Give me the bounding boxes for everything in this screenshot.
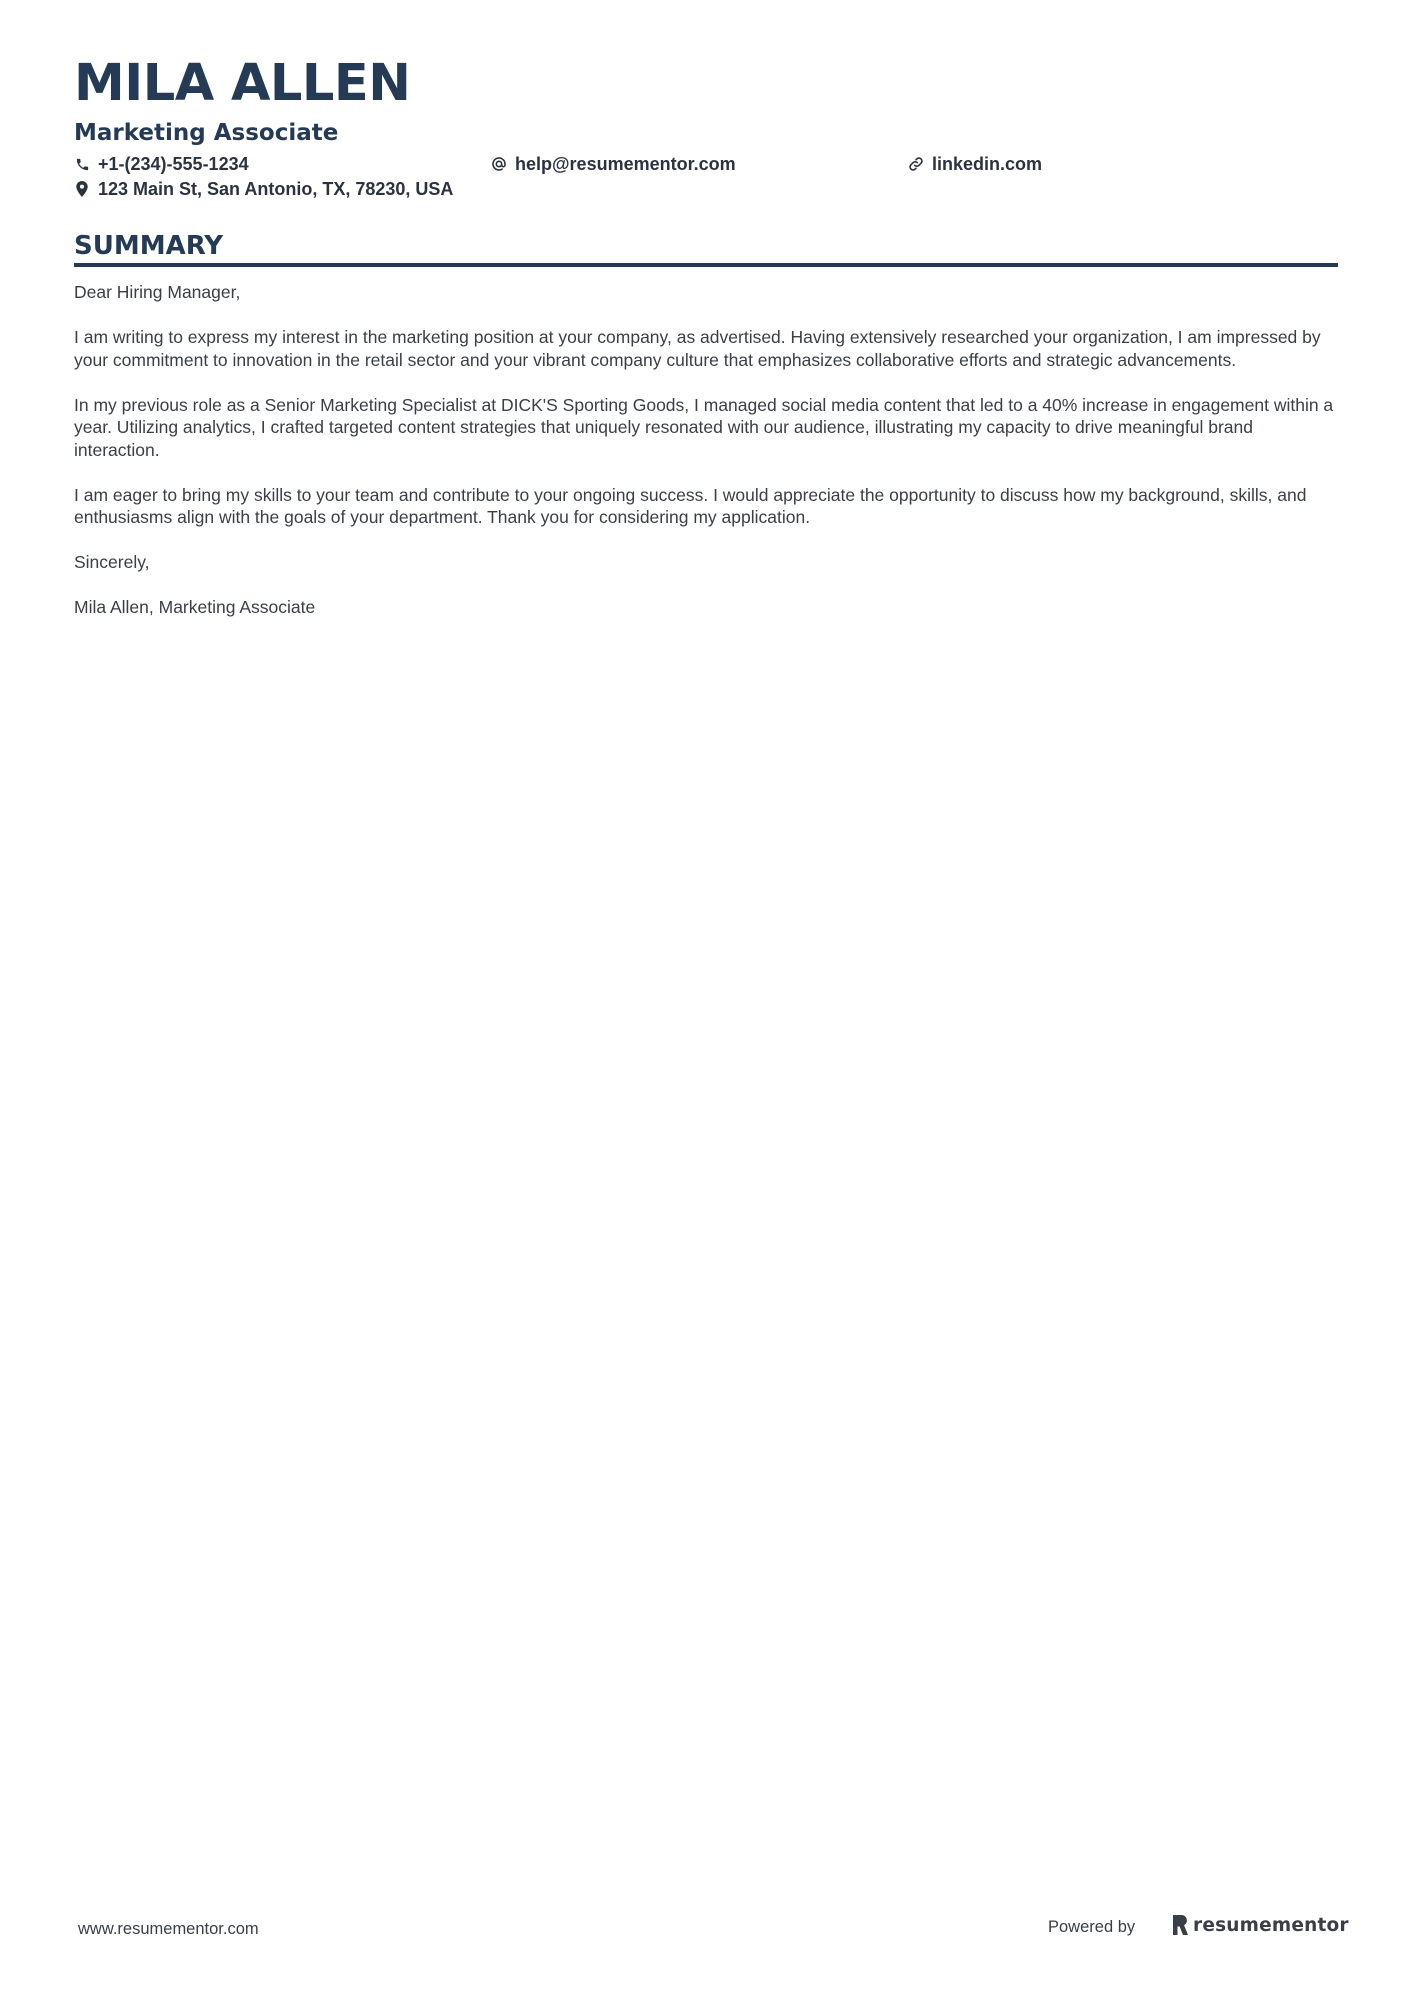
footer-powered-by: Powered by (1048, 1918, 1136, 1936)
phone-number: +1-(234)-555-1234 (98, 154, 249, 174)
phone-icon (74, 156, 90, 172)
footer-website[interactable]: www.resumementor.com (78, 1920, 259, 1938)
closing: Sincerely, (74, 552, 150, 572)
letter-paragraph: I am eager to bring my skills to your team and contribute to your ongoing success. I would appreciate the opportunity to discuss how my background, skills, and enthusiasms align with the goals of your department. Thank you for considering my application. (74, 484, 1307, 527)
linkedin-link[interactable]: linkedin.com (932, 154, 1043, 174)
section-heading-summary: SUMMARY (74, 231, 224, 261)
contact-email (491, 155, 736, 173)
email-address[interactable]: help@resumementor.com (515, 154, 736, 174)
resumementor-logo-text: resumementor (1193, 1914, 1349, 1936)
letter-paragraph: I am writing to express my interest in the marketing position at your company, as advertised. Having extensively researched your organization, I am impressed by your commitment to innovation in the retail sector and your vibrant company culture that emphasizes collaborative efforts and strategic advancements. (74, 327, 1321, 370)
at-icon (491, 156, 507, 172)
signature: Mila Allen, Marketing Associate (74, 597, 316, 617)
contact-address (74, 180, 453, 198)
resumementor-logo-icon (1171, 1914, 1189, 1936)
cover-letter-body (74, 281, 1338, 641)
resumementor-logo[interactable] (1171, 1914, 1349, 1936)
candidate-name: MILA ALLEN (74, 54, 411, 113)
contact-link (908, 155, 1042, 173)
section-divider (74, 263, 1338, 267)
salutation: Dear Hiring Manager, (74, 282, 241, 302)
job-title: Marketing Associate (74, 120, 339, 146)
location-pin-icon (74, 181, 90, 197)
contact-phone (74, 155, 249, 173)
letter-paragraph: In my previous role as a Senior Marketing Specialist at DICK'S Sporting Goods, I managed social media content that led to a 40% increase in engagement within a year. Utilizing analytics, I crafted targeted content strategies that uniquely resonated with our audience, illustrating my capacity to drive meaningful brand interaction. (74, 394, 1334, 460)
address-text: 123 Main St, San Antonio, TX, 78230, USA (98, 179, 454, 199)
link-icon (908, 156, 924, 172)
resume-page (74, 0, 1338, 1995)
